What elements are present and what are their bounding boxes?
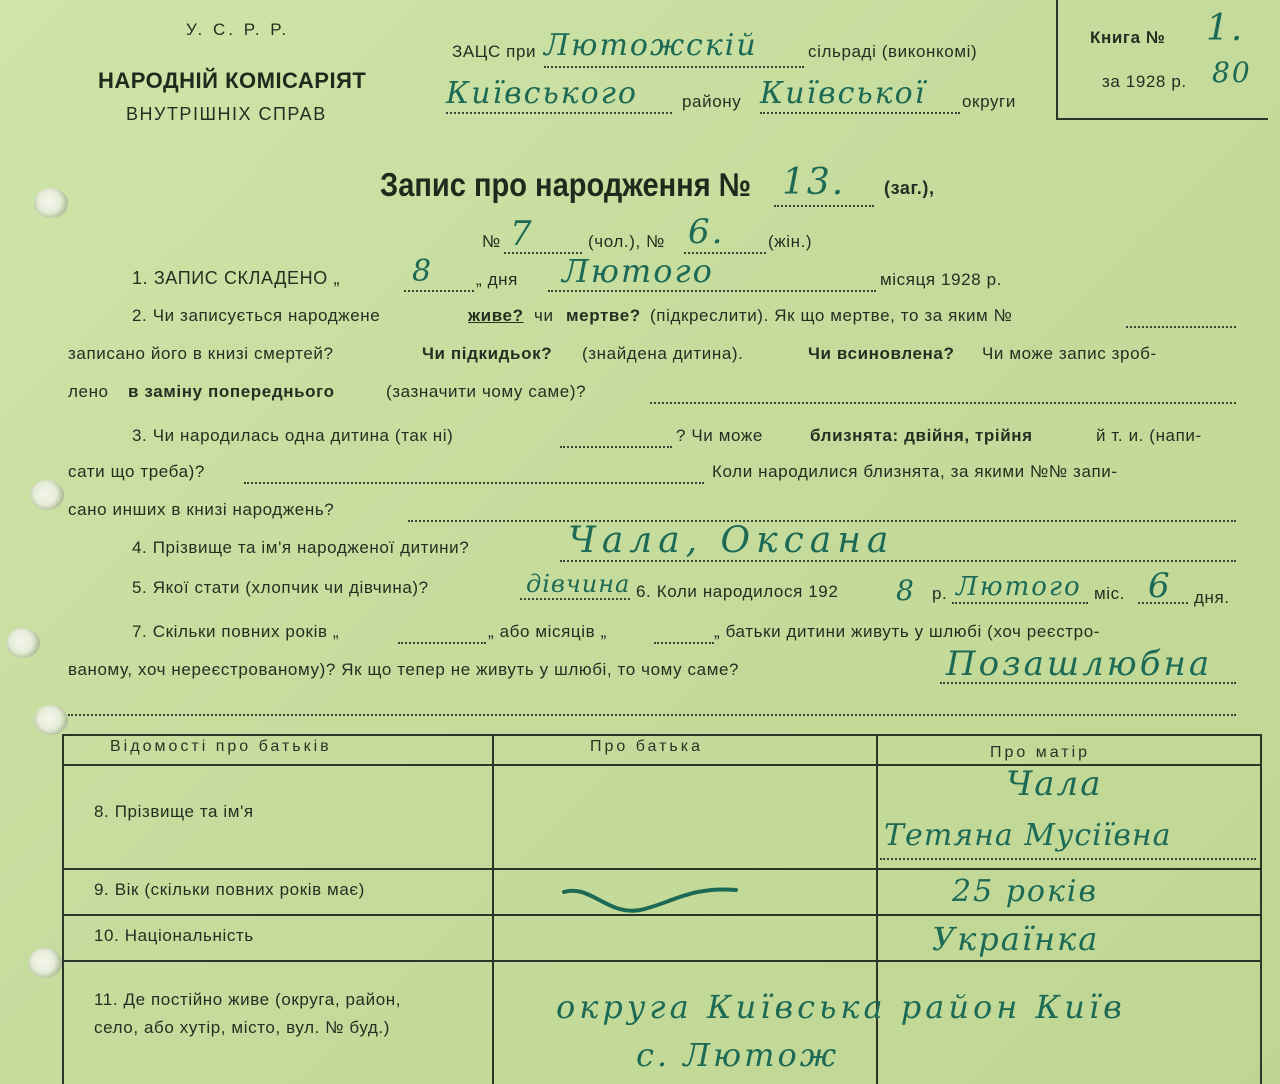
- item3-line1-d: й т. и. (напи-: [1096, 426, 1202, 445]
- item5-label: 5. Якої стати (хлопчик чи дівчина)?: [132, 578, 429, 597]
- item2-line2-e: Чи може запис зроб-: [982, 344, 1157, 363]
- row9-label: 9. Вік (скільки повних років має): [94, 880, 365, 899]
- item2-replacement: в заміну попереднього: [128, 382, 335, 401]
- item3-line3-a: сано инших в книзі народжень?: [68, 500, 335, 519]
- item3-line2-b: Коли народилися близнята, за якими №№ запи-: [712, 462, 1118, 481]
- table-row-border: [62, 868, 1262, 870]
- row9-father-dash-mark: [560, 880, 740, 922]
- fill-line: [398, 642, 486, 644]
- book-label: Книга №: [1090, 28, 1166, 47]
- table-header-mother: Про матір: [990, 744, 1091, 761]
- table-col-border: [876, 734, 878, 1084]
- fill-line: [548, 290, 876, 292]
- item3-line2-a: сати що треба)?: [68, 462, 205, 481]
- item2-dead: мертве?: [566, 306, 641, 325]
- item6-month-handwritten: Лютого: [956, 572, 1082, 602]
- fill-line: [1126, 326, 1236, 328]
- table-left-border: [62, 734, 64, 1084]
- no-prefix: №: [482, 232, 501, 251]
- female-number-handwritten: 6.: [688, 212, 725, 252]
- row8-label: 8. Прізвище та ім'я: [94, 802, 254, 821]
- row8-mother-name-handwritten: Тетяна Мусіївна: [884, 818, 1172, 853]
- record-title-suffix: (заг.),: [884, 178, 935, 198]
- male-label: (чол.), №: [588, 232, 665, 251]
- item2-or: чи: [534, 306, 554, 325]
- fill-line: [560, 560, 1236, 562]
- fill-line: [244, 482, 704, 484]
- fill-line: [520, 598, 630, 600]
- row8-mother-surname-handwritten: Чала: [1006, 764, 1103, 804]
- fill-line: [68, 714, 1236, 716]
- item2-foundling: Чи підкидьок?: [422, 344, 553, 363]
- item4-label: 4. Прізвище та ім'я народженої дитини?: [132, 538, 470, 557]
- fill-line: [654, 642, 714, 644]
- item1-month-handwritten: Лютого: [562, 252, 714, 290]
- item2-line3-c: (зазначити чому саме)?: [386, 382, 587, 401]
- row11-village-handwritten: с. Лютож: [636, 1036, 840, 1074]
- item5-sex-handwritten: дівчина: [526, 570, 631, 598]
- row9-mother-age-handwritten: 25 років: [952, 874, 1098, 909]
- item6-year-handwritten: 8: [896, 574, 916, 607]
- punch-hole: [34, 188, 68, 218]
- item6-month-label: міс.: [1094, 584, 1126, 603]
- item2-line1-e: (підкреслити). Як що мертве, то за яким №: [650, 306, 1013, 325]
- item7-line1-a: 7. Скільки повних років „: [132, 622, 340, 641]
- female-label: (жін.): [768, 232, 813, 251]
- row11-label-line2: село, або хутір, місто, вул. № буд.): [94, 1018, 391, 1037]
- okruga-handwritten: Київської: [760, 76, 927, 111]
- fill-line: [940, 682, 1236, 684]
- book-year-handwritten: 80: [1212, 56, 1252, 89]
- fill-line: [650, 402, 1236, 404]
- item3-line1-b: ? Чи може: [676, 426, 763, 445]
- commissariat-subtitle: ВНУТРІШНІХ СПРАВ: [126, 104, 327, 124]
- row11-residence-handwritten: округа Київська район Київ: [556, 988, 1126, 1026]
- item6-day-handwritten: 6: [1148, 566, 1172, 606]
- table-top-border: [62, 734, 1262, 736]
- district-label: району: [682, 92, 742, 111]
- item7-reason-handwritten: Позашлюбна: [946, 644, 1213, 684]
- row10-mother-nationality-handwritten: Українка: [932, 920, 1100, 958]
- fill-line: [774, 205, 874, 207]
- fill-line: [404, 290, 474, 292]
- item3-twins: близнята: двійня, трійня: [810, 426, 1033, 445]
- punch-hole: [6, 628, 40, 658]
- district-handwritten: Київського: [446, 76, 638, 111]
- zags-suffix: сільраді (виконкомі): [808, 42, 978, 61]
- item1-day-handwritten: 8: [412, 254, 434, 289]
- republic-label: У. С. Р. Р.: [186, 20, 290, 39]
- table-right-border: [1260, 734, 1262, 1084]
- book-year-label: за 1928 р.: [1102, 72, 1187, 91]
- fill-line: [446, 112, 672, 114]
- table-header-info: Відомості про батьків: [110, 738, 332, 755]
- zags-place-handwritten: Лютожскій: [544, 28, 758, 63]
- item1-label: 1. ЗАПИС СКЛАДЕНО „: [132, 268, 341, 288]
- row10-label: 10. Національність: [94, 926, 254, 945]
- punch-hole: [34, 705, 68, 735]
- table-col-border: [492, 734, 494, 1084]
- fill-line: [560, 446, 672, 448]
- item2-adopted: Чи всиновлена?: [808, 344, 955, 363]
- item4-child-name-handwritten: Чала, Оксана: [568, 520, 895, 561]
- item1-month-label: місяця 1928 р.: [880, 270, 1002, 289]
- item6-label: 6. Коли народилося 192: [636, 582, 839, 601]
- item7-line2: ваному, хоч нереєстрованому)? Як що тепер не живуть у шлюбі, то чому саме?: [68, 660, 740, 679]
- book-number-handwritten: 1.: [1206, 8, 1245, 49]
- fill-line: [760, 112, 960, 114]
- table-header-father: Про батька: [590, 738, 703, 755]
- table-row-border: [62, 960, 1262, 962]
- item7-line1-b: „ або місяців „: [488, 622, 607, 641]
- row11-label-line1: 11. Де постійно живе (округа, район,: [94, 990, 402, 1009]
- male-number-handwritten: 7: [510, 214, 534, 254]
- item6-day-label: дня.: [1194, 588, 1230, 607]
- punch-hole: [28, 948, 62, 978]
- commissariat-title: НАРОДНІЙ КОМІСАРІЯТ: [98, 68, 367, 93]
- record-number-handwritten: 13.: [782, 162, 846, 203]
- item6-year-suffix: р.: [932, 584, 948, 603]
- okruga-label: округи: [962, 92, 1016, 111]
- record-title: Запис про народження №: [380, 166, 752, 203]
- item7-line1-c: „ батьки дитини живуть у шлюбі (хоч реєстро-: [714, 622, 1101, 641]
- zags-prefix: ЗАЦС при: [452, 42, 537, 61]
- item2-line2-c: (знайдена дитина).: [582, 344, 744, 363]
- fill-line: [880, 858, 1256, 860]
- item2-line3-a: лено: [68, 382, 109, 401]
- item3-line1-a: 3. Чи народилась одна дитина (так ні): [132, 426, 454, 445]
- punch-hole: [30, 480, 64, 510]
- item2-alive: живе?: [468, 306, 524, 325]
- fill-line: [952, 602, 1088, 604]
- fill-line: [544, 66, 804, 68]
- item1-day-label: „ дня: [476, 270, 518, 289]
- item2-line1-a: 2. Чи записується народжене: [132, 306, 381, 325]
- fill-line: [1138, 602, 1188, 604]
- item2-line2-a: записано його в книзі смертей?: [68, 344, 334, 363]
